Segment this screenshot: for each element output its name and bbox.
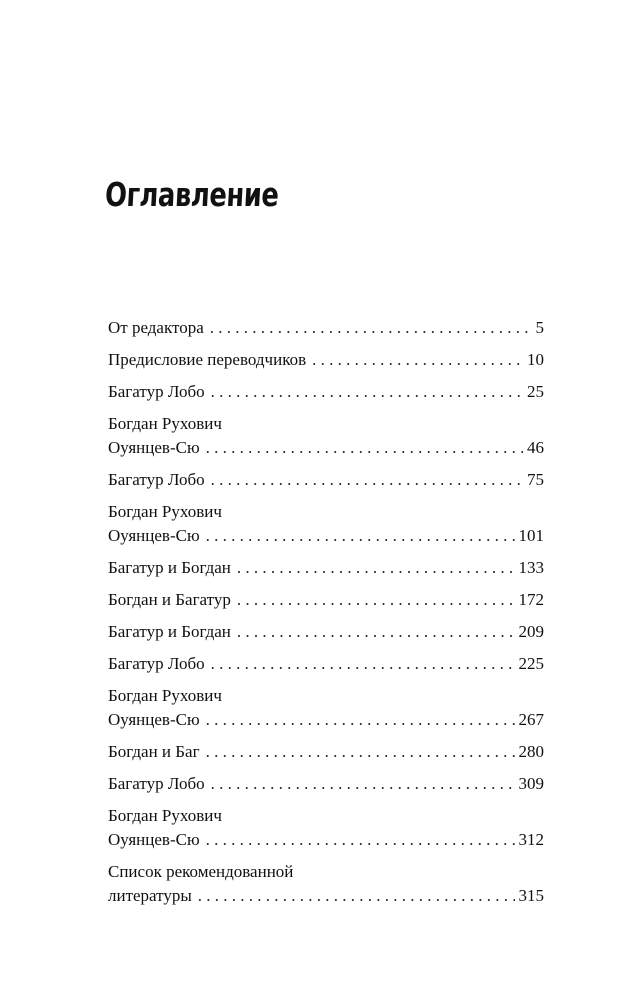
toc-page-number: 25 [527,382,544,401]
toc-entry-line [108,500,544,524]
toc-dot-leader [211,652,515,676]
toc-entry [108,860,544,908]
toc-dot-leader [210,316,532,340]
toc-entry-title: Богдан и Багатур [108,590,231,609]
toc-entry-last-line [108,740,544,764]
toc-entry [108,620,544,644]
toc-dot-leader [237,556,515,580]
toc-entry [108,588,544,612]
toc-page-number: 209 [518,622,544,641]
toc-entry [108,652,544,676]
toc-dot-leader [312,348,523,372]
toc-entry-last-line [108,652,544,676]
toc-entry-title: Список рекомендованной [108,862,294,881]
toc-entry-title: Багатур Лобо [108,470,205,489]
toc-entry [108,740,544,764]
toc-entry-last-line [108,436,544,460]
toc-entry-last-line [108,380,544,404]
toc-entry-line [108,684,544,708]
toc-entry-title: Оуянцев-Сю [108,438,200,457]
toc-entry-last-line [108,556,544,580]
toc-dot-leader [206,708,515,732]
toc-entry-last-line [108,884,544,908]
page-title: Оглавление [104,175,280,214]
toc-entry-line [108,804,544,828]
toc-entry-last-line [108,772,544,796]
toc-page-number: 10 [527,350,544,369]
toc-entry-title: Багатур и Богдан [108,622,231,641]
toc-entry-last-line [108,348,544,372]
toc-entry-line [108,860,544,884]
toc-dot-leader [206,828,515,852]
toc-page-number: 267 [518,710,544,729]
toc-entry [108,316,544,340]
toc-dot-leader [237,620,515,644]
toc-dot-leader [198,884,515,908]
toc-dot-leader [206,436,523,460]
toc-entry-title: Богдан Рухович [108,686,222,705]
toc-dot-leader [206,524,515,548]
toc-page-number: 309 [518,774,544,793]
toc-dot-leader [237,588,515,612]
toc-entry-title: Багатур Лобо [108,774,205,793]
toc-page-number: 225 [518,654,544,673]
toc-entry-last-line [108,524,544,548]
toc-entry-title: литературы [108,886,192,905]
toc-entry-title: Багатур и Богдан [108,558,231,577]
toc-entry-title: Богдан Рухович [108,502,222,521]
toc-entry-line [108,412,544,436]
toc-entry-last-line [108,620,544,644]
toc-entry-title: Оуянцев-Сю [108,830,200,849]
toc-entry [108,804,544,852]
toc-entry [108,380,544,404]
toc-entry [108,772,544,796]
toc-entry-last-line [108,708,544,732]
toc-page-number: 280 [518,742,544,761]
toc-page-number: 315 [518,886,544,905]
toc-entry-title: От редактора [108,318,204,337]
toc-page-number: 312 [518,830,544,849]
toc-page-number: 101 [518,526,544,545]
table-of-contents [108,316,544,916]
toc-entry-title: Предисловие переводчиков [108,350,307,369]
toc-entry-title: Багатур Лобо [108,654,205,673]
toc-dot-leader [206,740,515,764]
toc-entry-title: Богдан и Баг [108,742,200,761]
toc-entry-last-line [108,316,544,340]
toc-entry-last-line [108,828,544,852]
toc-entry [108,412,544,460]
toc-entry-title: Багатур Лобо [108,382,205,401]
toc-entry [108,500,544,548]
toc-entry [108,556,544,580]
toc-entry-title: Оуянцев-Сю [108,526,200,545]
toc-page-number: 75 [527,470,544,489]
toc-page-number: 172 [518,590,544,609]
toc-entry-title: Богдан Рухович [108,414,222,433]
toc-dot-leader [211,468,523,492]
toc-dot-leader [211,380,523,404]
toc-page-number: 133 [518,558,544,577]
toc-entry-title: Богдан Рухович [108,806,222,825]
toc-entry-title: Оуянцев-Сю [108,710,200,729]
toc-entry-last-line [108,588,544,612]
toc-entry [108,468,544,492]
toc-page-number: 46 [527,438,544,457]
toc-entry [108,684,544,732]
toc-page-number: 5 [535,318,544,337]
toc-dot-leader [211,772,515,796]
toc-entry [108,348,544,372]
toc-entry-last-line [108,468,544,492]
